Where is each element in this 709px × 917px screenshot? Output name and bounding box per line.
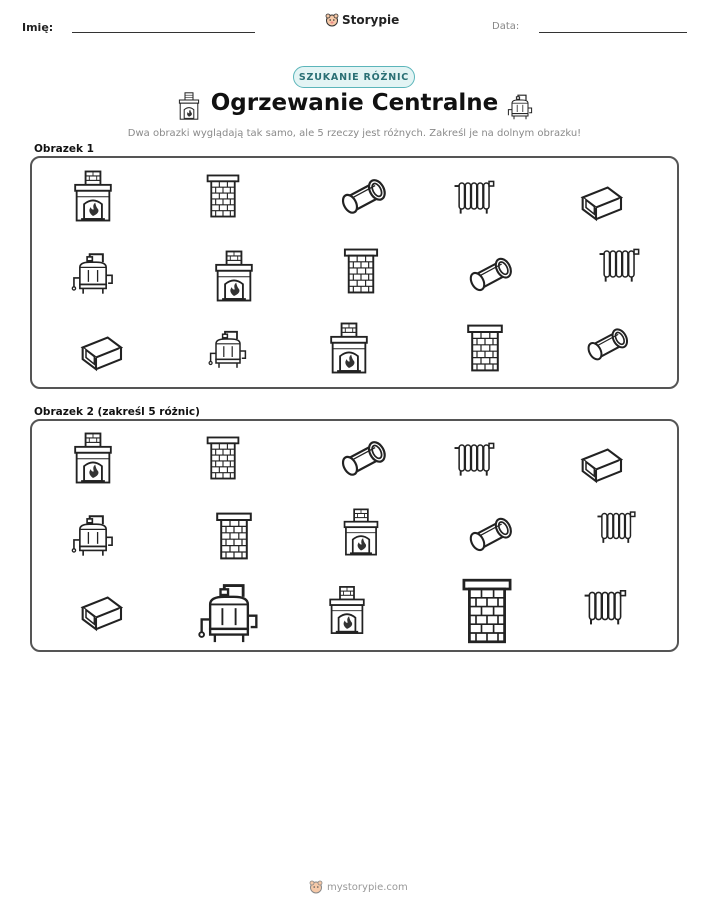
chimney-icon[interactable] xyxy=(213,512,255,560)
radiator-icon[interactable] xyxy=(583,584,631,628)
chimney-icon xyxy=(464,324,506,372)
fireplace-icon xyxy=(211,250,257,302)
chimney-icon xyxy=(200,174,246,218)
radiator-icon[interactable] xyxy=(453,436,499,480)
radiator-icon xyxy=(453,174,499,218)
fireplace-icon[interactable] xyxy=(70,432,116,484)
fireplace-icon[interactable] xyxy=(340,508,382,556)
storypie-logo xyxy=(325,13,399,27)
boiler-icon xyxy=(506,92,534,120)
worksheet-title: Ogrzewanie Centralne xyxy=(210,90,499,116)
logo-text: Storypie xyxy=(342,13,400,27)
radiator-icon[interactable] xyxy=(596,506,640,546)
duct-icon xyxy=(576,178,626,222)
chimney-icon xyxy=(340,248,382,294)
radiator-icon xyxy=(598,244,644,284)
instructions: Dwa obrazki wyglądają tak samo, ale 5 rzeczy jest różnych. Zakreśl je na dolnym obrazku! xyxy=(127,128,582,139)
storypie-mascot-icon xyxy=(309,880,323,894)
name-label: Imię: xyxy=(22,21,54,34)
chimney-icon[interactable] xyxy=(200,436,246,480)
date-label: Data: xyxy=(492,21,520,32)
footer xyxy=(309,880,408,894)
boiler-icon xyxy=(207,322,249,374)
fireplace-icon xyxy=(326,322,372,374)
picture-2-label: Obrazek 2 (zakreśl 5 różnic) xyxy=(34,406,200,418)
pipe-icon[interactable] xyxy=(337,436,389,480)
boiler-icon xyxy=(70,246,116,298)
pipe-icon xyxy=(583,322,631,366)
worksheet-type-badge: SZUKANIE RÓŻNIC xyxy=(293,66,415,88)
fireplace-icon[interactable] xyxy=(326,584,368,636)
boiler-icon[interactable] xyxy=(70,508,116,560)
storypie-mascot-icon xyxy=(325,13,339,27)
pipe-icon[interactable] xyxy=(465,512,515,556)
pipe-icon xyxy=(465,252,515,296)
pipe-icon xyxy=(337,174,389,218)
duct-icon xyxy=(76,328,126,372)
fireplace-icon xyxy=(70,170,116,222)
duct-icon[interactable] xyxy=(576,440,626,484)
name-field[interactable] xyxy=(72,32,255,33)
footer-url: mystorypie.com xyxy=(327,881,408,893)
picture-1-label: Obrazek 1 xyxy=(34,143,94,155)
boiler-icon[interactable] xyxy=(196,576,262,646)
date-field[interactable] xyxy=(539,32,687,33)
duct-icon[interactable] xyxy=(76,588,126,632)
chimney-icon[interactable] xyxy=(456,578,518,644)
